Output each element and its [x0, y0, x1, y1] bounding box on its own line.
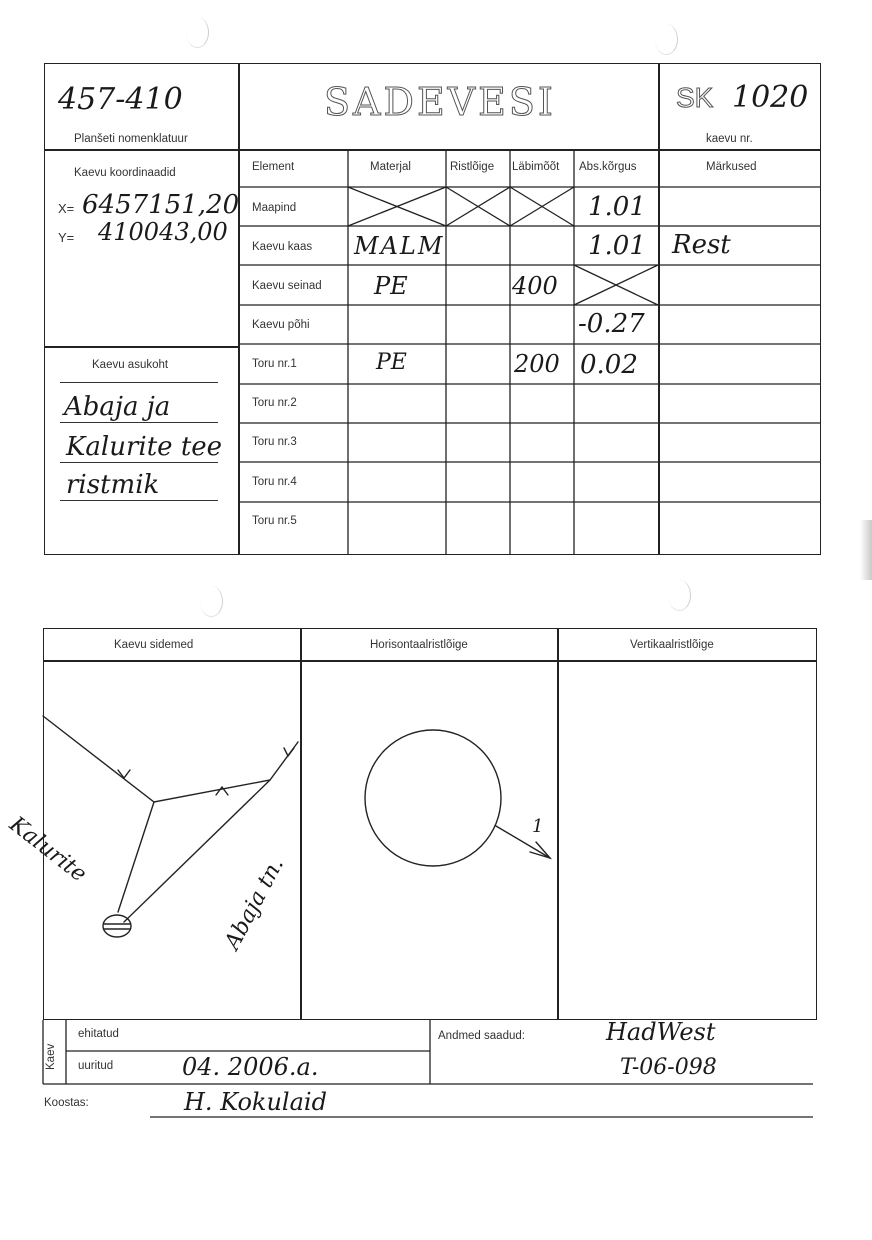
uuritud-label: uuritud: [78, 1060, 114, 1072]
maapind-korgus: 1.01: [588, 192, 646, 222]
toru1-korgus: 0.02: [580, 350, 638, 380]
row-element: Kaevu põhi: [252, 319, 310, 331]
location-text-1: Abaja ja: [64, 392, 171, 422]
sidemed-label: Kaevu sidemed: [114, 639, 194, 651]
page-title: SADEVESI: [324, 80, 556, 124]
coords-label: Kaevu koordinaadid: [74, 167, 176, 179]
x-value: 6457151,20: [82, 190, 240, 220]
row-element: Kaevu kaas: [252, 241, 313, 253]
th-materjal: Materjal: [370, 161, 411, 173]
kaevu-prefix: SK: [676, 82, 714, 113]
koostas-value: H. Kokulaid: [184, 1088, 327, 1116]
th-ristloige: Ristlõige: [450, 161, 495, 173]
th-labimoot: Läbimõõt: [512, 161, 560, 173]
toru1-materjal: PE: [376, 350, 407, 375]
kaas-korgus: 1.01: [588, 231, 646, 261]
kaevu-number: 1020: [732, 80, 809, 115]
koostas-label: Koostas:: [44, 1097, 89, 1109]
uuritud-value: 04. 2006.a.: [182, 1053, 319, 1081]
planset-label: Planšeti nomenklatuur: [74, 133, 188, 145]
th-abs-korgus: Abs.kõrgus: [579, 161, 637, 173]
street-label-2: Abaja tn.: [220, 853, 290, 954]
pohi-korgus: -0.27: [578, 309, 645, 339]
location-text-2: Kalurite tee: [66, 432, 223, 462]
street-label-1: Kalurite: [4, 812, 92, 888]
row-element: Toru nr.1: [252, 358, 297, 370]
th-markused: Märkused: [706, 161, 757, 173]
vertikaal-label: Vertikaalristlõige: [630, 639, 714, 651]
th-element: Element: [252, 161, 295, 173]
row-element: Toru nr.5: [252, 515, 297, 527]
kaevu-label: kaevu nr.: [706, 133, 753, 145]
seinad-labimoot: 400: [512, 272, 558, 300]
row-element: Toru nr.2: [252, 397, 297, 409]
ehitatud-label: ehitatud: [78, 1028, 119, 1040]
planset-value: 457-410: [58, 82, 183, 117]
row-element: Toru nr.3: [252, 436, 297, 448]
row-element: Kaevu seinad: [252, 280, 322, 292]
seinad-materjal: PE: [374, 272, 408, 300]
row-element: Toru nr.4: [252, 476, 297, 488]
kaev-label: Kaev: [45, 1043, 57, 1070]
location-label: Kaevu asukoht: [92, 359, 169, 371]
kaas-markused: Rest: [672, 230, 731, 260]
location-text-3: ristmik: [66, 470, 160, 500]
row-element: Maapind: [252, 202, 297, 214]
pipe-number: 1: [532, 816, 544, 837]
horisontaal-label: Horisontaalristlõige: [370, 639, 468, 651]
x-label: X=: [58, 201, 75, 216]
y-label: Y=: [58, 230, 75, 245]
y-value: 410043,00: [98, 218, 228, 246]
andmed-value-1: HadWest: [606, 1018, 716, 1046]
andmed-label: Andmed saadud:: [438, 1030, 525, 1042]
andmed-value-2: T-06-098: [620, 1055, 717, 1080]
kaas-materjal: MALM: [354, 232, 445, 260]
toru1-labimoot: 200: [514, 350, 560, 378]
